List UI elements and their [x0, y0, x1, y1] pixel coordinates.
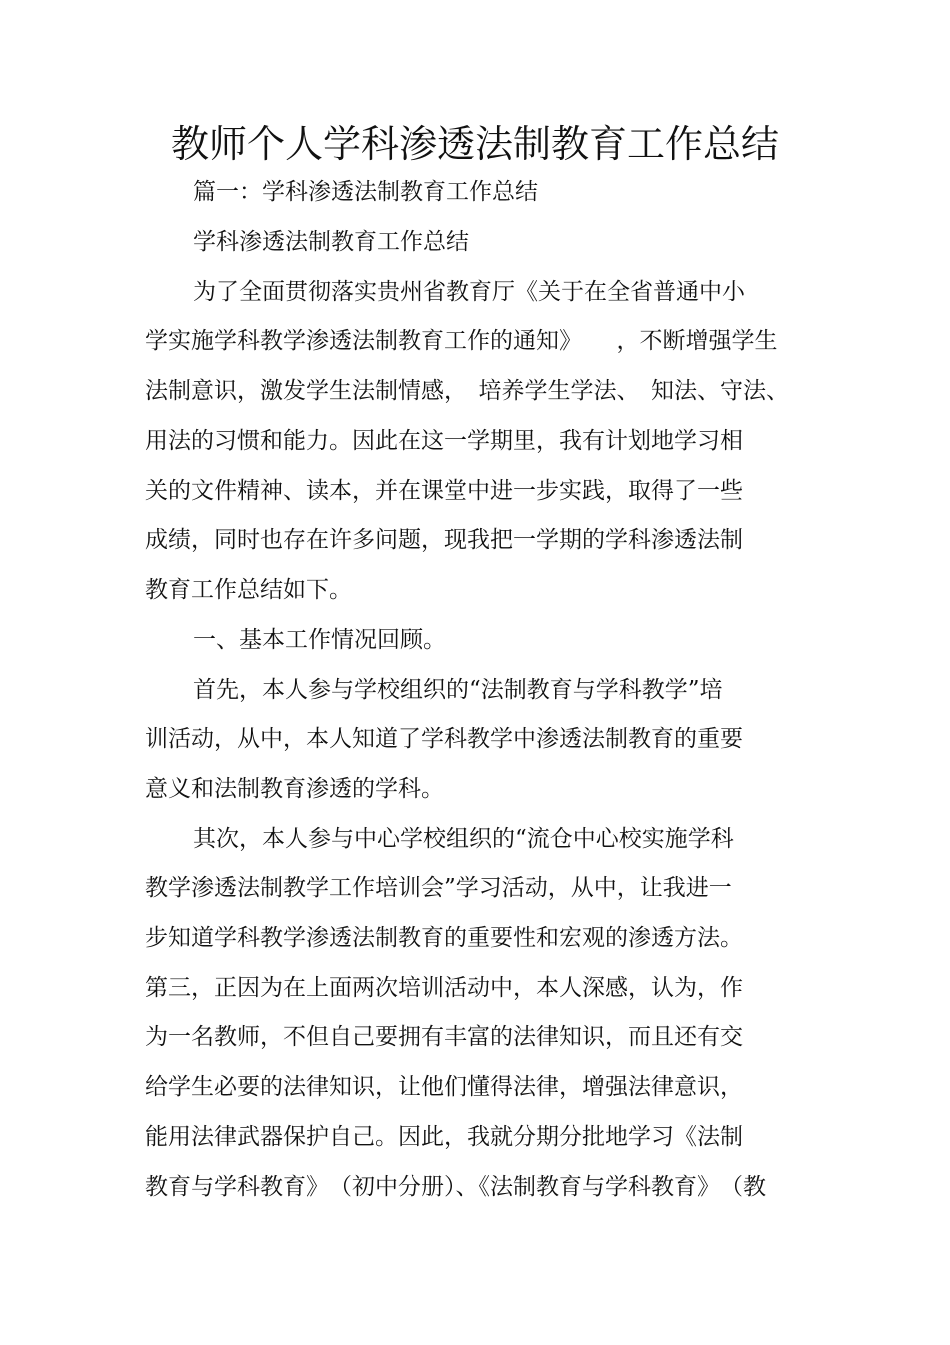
- text-line: 训活动，从中，本人知道了学科教学中渗透法制教育的重要: [145, 726, 743, 752]
- text-line: 为了全面贯彻落实贵州省教育厅《关于在全省普通中小: [193, 279, 745, 305]
- text-line: 学科渗透法制教育工作总结: [193, 229, 469, 255]
- text-line: 篇一：学科渗透法制教育工作总结: [193, 179, 538, 205]
- text-line: 学实施学科教学渗透法制教育工作的通知》 ，不断增强学生: [145, 328, 778, 354]
- text-line: 教学渗透法制教学工作培训会”学习活动，从中，让我进一: [145, 875, 732, 901]
- text-line: 用法的习惯和能力。因此在这一学期里，我有计划地学习相: [145, 428, 743, 454]
- text-line: 步知道学科教学渗透法制教育的重要性和宏观的渗透方法。: [145, 925, 743, 951]
- text-line: 能用法律武器保护自己。因此，我就分期分批地学习《法制: [145, 1124, 743, 1150]
- text-line: 成绩，同时也存在许多问题，现我把一学期的学科渗透法制: [145, 527, 743, 553]
- text-line: 首先，本人参与学校组织的“法制教育与学科教学”培: [193, 677, 723, 703]
- text-line: 关的文件精神、读本，并在课堂中进一步实践，取得了一些: [145, 478, 743, 504]
- text-line: 为一名教师，不但自己要拥有丰富的法律知识，而且还有交: [145, 1024, 743, 1050]
- text-line: 第三，正因为在上面两次培训活动中，本人深感，认为，作: [145, 975, 743, 1001]
- text-line: 教育与学科教育》 （初中分册）、《法制教育与学科教育》 （教: [145, 1174, 766, 1200]
- document-title: 教师个人学科渗透法制教育工作总结: [170, 122, 779, 166]
- text-line: 教育工作总结如下。: [145, 577, 352, 603]
- section-heading: 一、基本工作情况回顾。: [193, 627, 446, 653]
- text-line: 其次，本人参与中心学校组织的“流仓中心校实施学科: [193, 826, 734, 852]
- text-line: 法制意识，激发学生法制情感， 培养学生学法、 知法、守法、: [145, 378, 789, 404]
- text-line: 给学生必要的法律知识，让他们懂得法律，增强法律意识，: [145, 1074, 743, 1100]
- text-line: 意义和法制教育渗透的学科。: [145, 776, 444, 802]
